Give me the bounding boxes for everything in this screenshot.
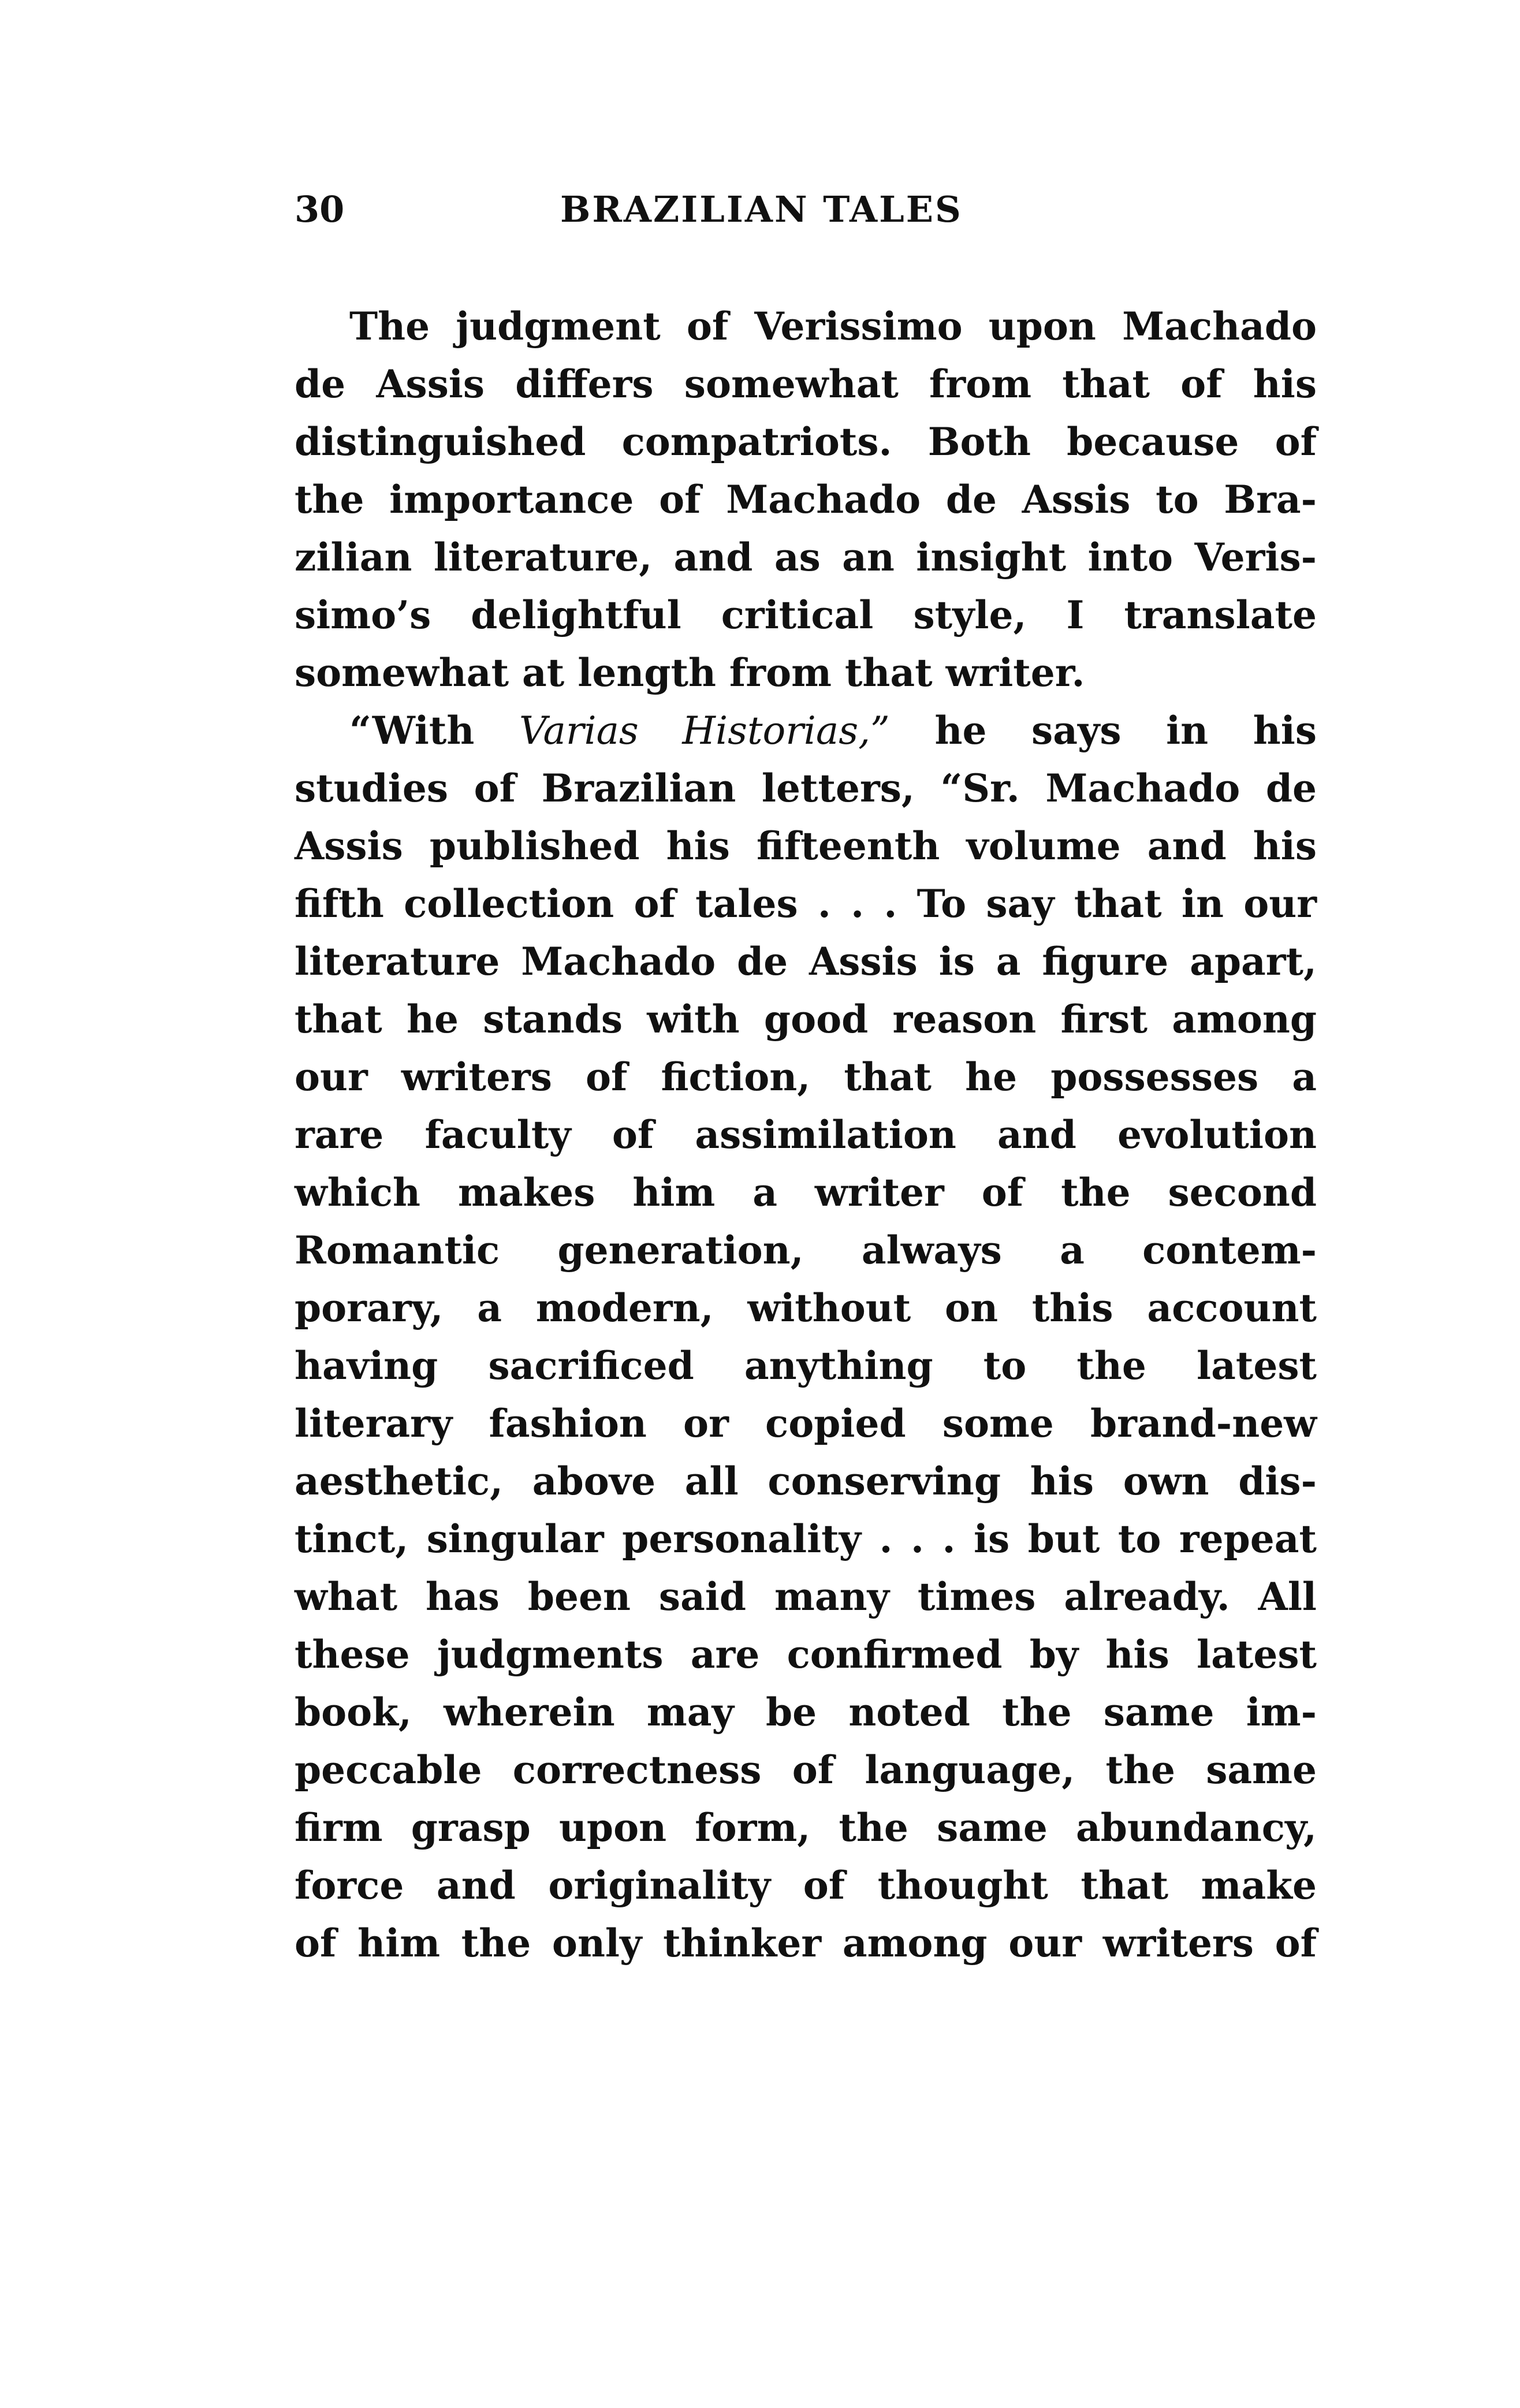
page-header [295,184,1317,236]
text-line: our writers of fiction, that he possesses a [295,1054,1317,1099]
text-line: force and originality of thought that make [295,1863,1317,1908]
text-line: which makes him a writer of the second [295,1170,1317,1215]
book-title: Varias Historias,” [519,709,890,753]
text-line: Romantic generation, always a contem- [295,1228,1317,1273]
text-line: somewhat at length from that writer. [295,650,1085,695]
text-line-with-title [295,702,1317,759]
text-line: the importance of Machado de Assis to Bra- [295,477,1317,522]
text-line: that he stands with good reason first among [295,997,1317,1042]
text-line: having sacrificed anything to the latest [295,1343,1317,1388]
text-line: literary fashion or copied some brand-new [295,1401,1317,1446]
text-line: book, wherein may be noted the same im- [295,1690,1317,1735]
text-line: fifth collection of tales . . . To say that in our [295,881,1317,926]
text-line: literature Machado de Assis is a figure apart, [295,939,1317,984]
text-line: simo’s delightful critical style, I translate [295,592,1317,638]
text-line: rare faculty of assimilation and evolution [295,1112,1317,1157]
text-line: aesthetic, above all conserving his own dis- [295,1459,1317,1504]
text-line: The judgment of Verissimo upon Machado [349,304,1317,349]
text-line: Assis published his fifteenth volume and his [295,823,1317,868]
text-line: of him the only thinker among our writers of [295,1921,1317,1966]
text-line: distinguished compatriots. Both because of [295,419,1317,464]
text-line: what has been said many times already. All [295,1574,1317,1619]
body-text [295,297,1317,1972]
text-line: zilian literature, and as an insight into Veris- [295,535,1317,580]
text-line: de Assis differs somewhat from that of his [295,361,1317,407]
text-line: firm grasp upon form, the same abundancy, [295,1805,1317,1850]
page-number: 30 [295,188,345,230]
quote-rest-text: he says in his [934,708,1317,753]
text-line: tinct, singular personality . . . is but to repeat [295,1516,1317,1561]
text-line: these judgments are confirmed by his latest [295,1632,1317,1677]
text-line: studies of Brazilian letters, “Sr. Machado de [295,766,1317,811]
quote-open-text: “With [349,708,475,753]
running-title: BRAZILIAN TALES [560,188,963,230]
text-line: porary, a modern, without on this account [295,1285,1317,1330]
text-line: peccable correctness of language, the same [295,1747,1317,1792]
